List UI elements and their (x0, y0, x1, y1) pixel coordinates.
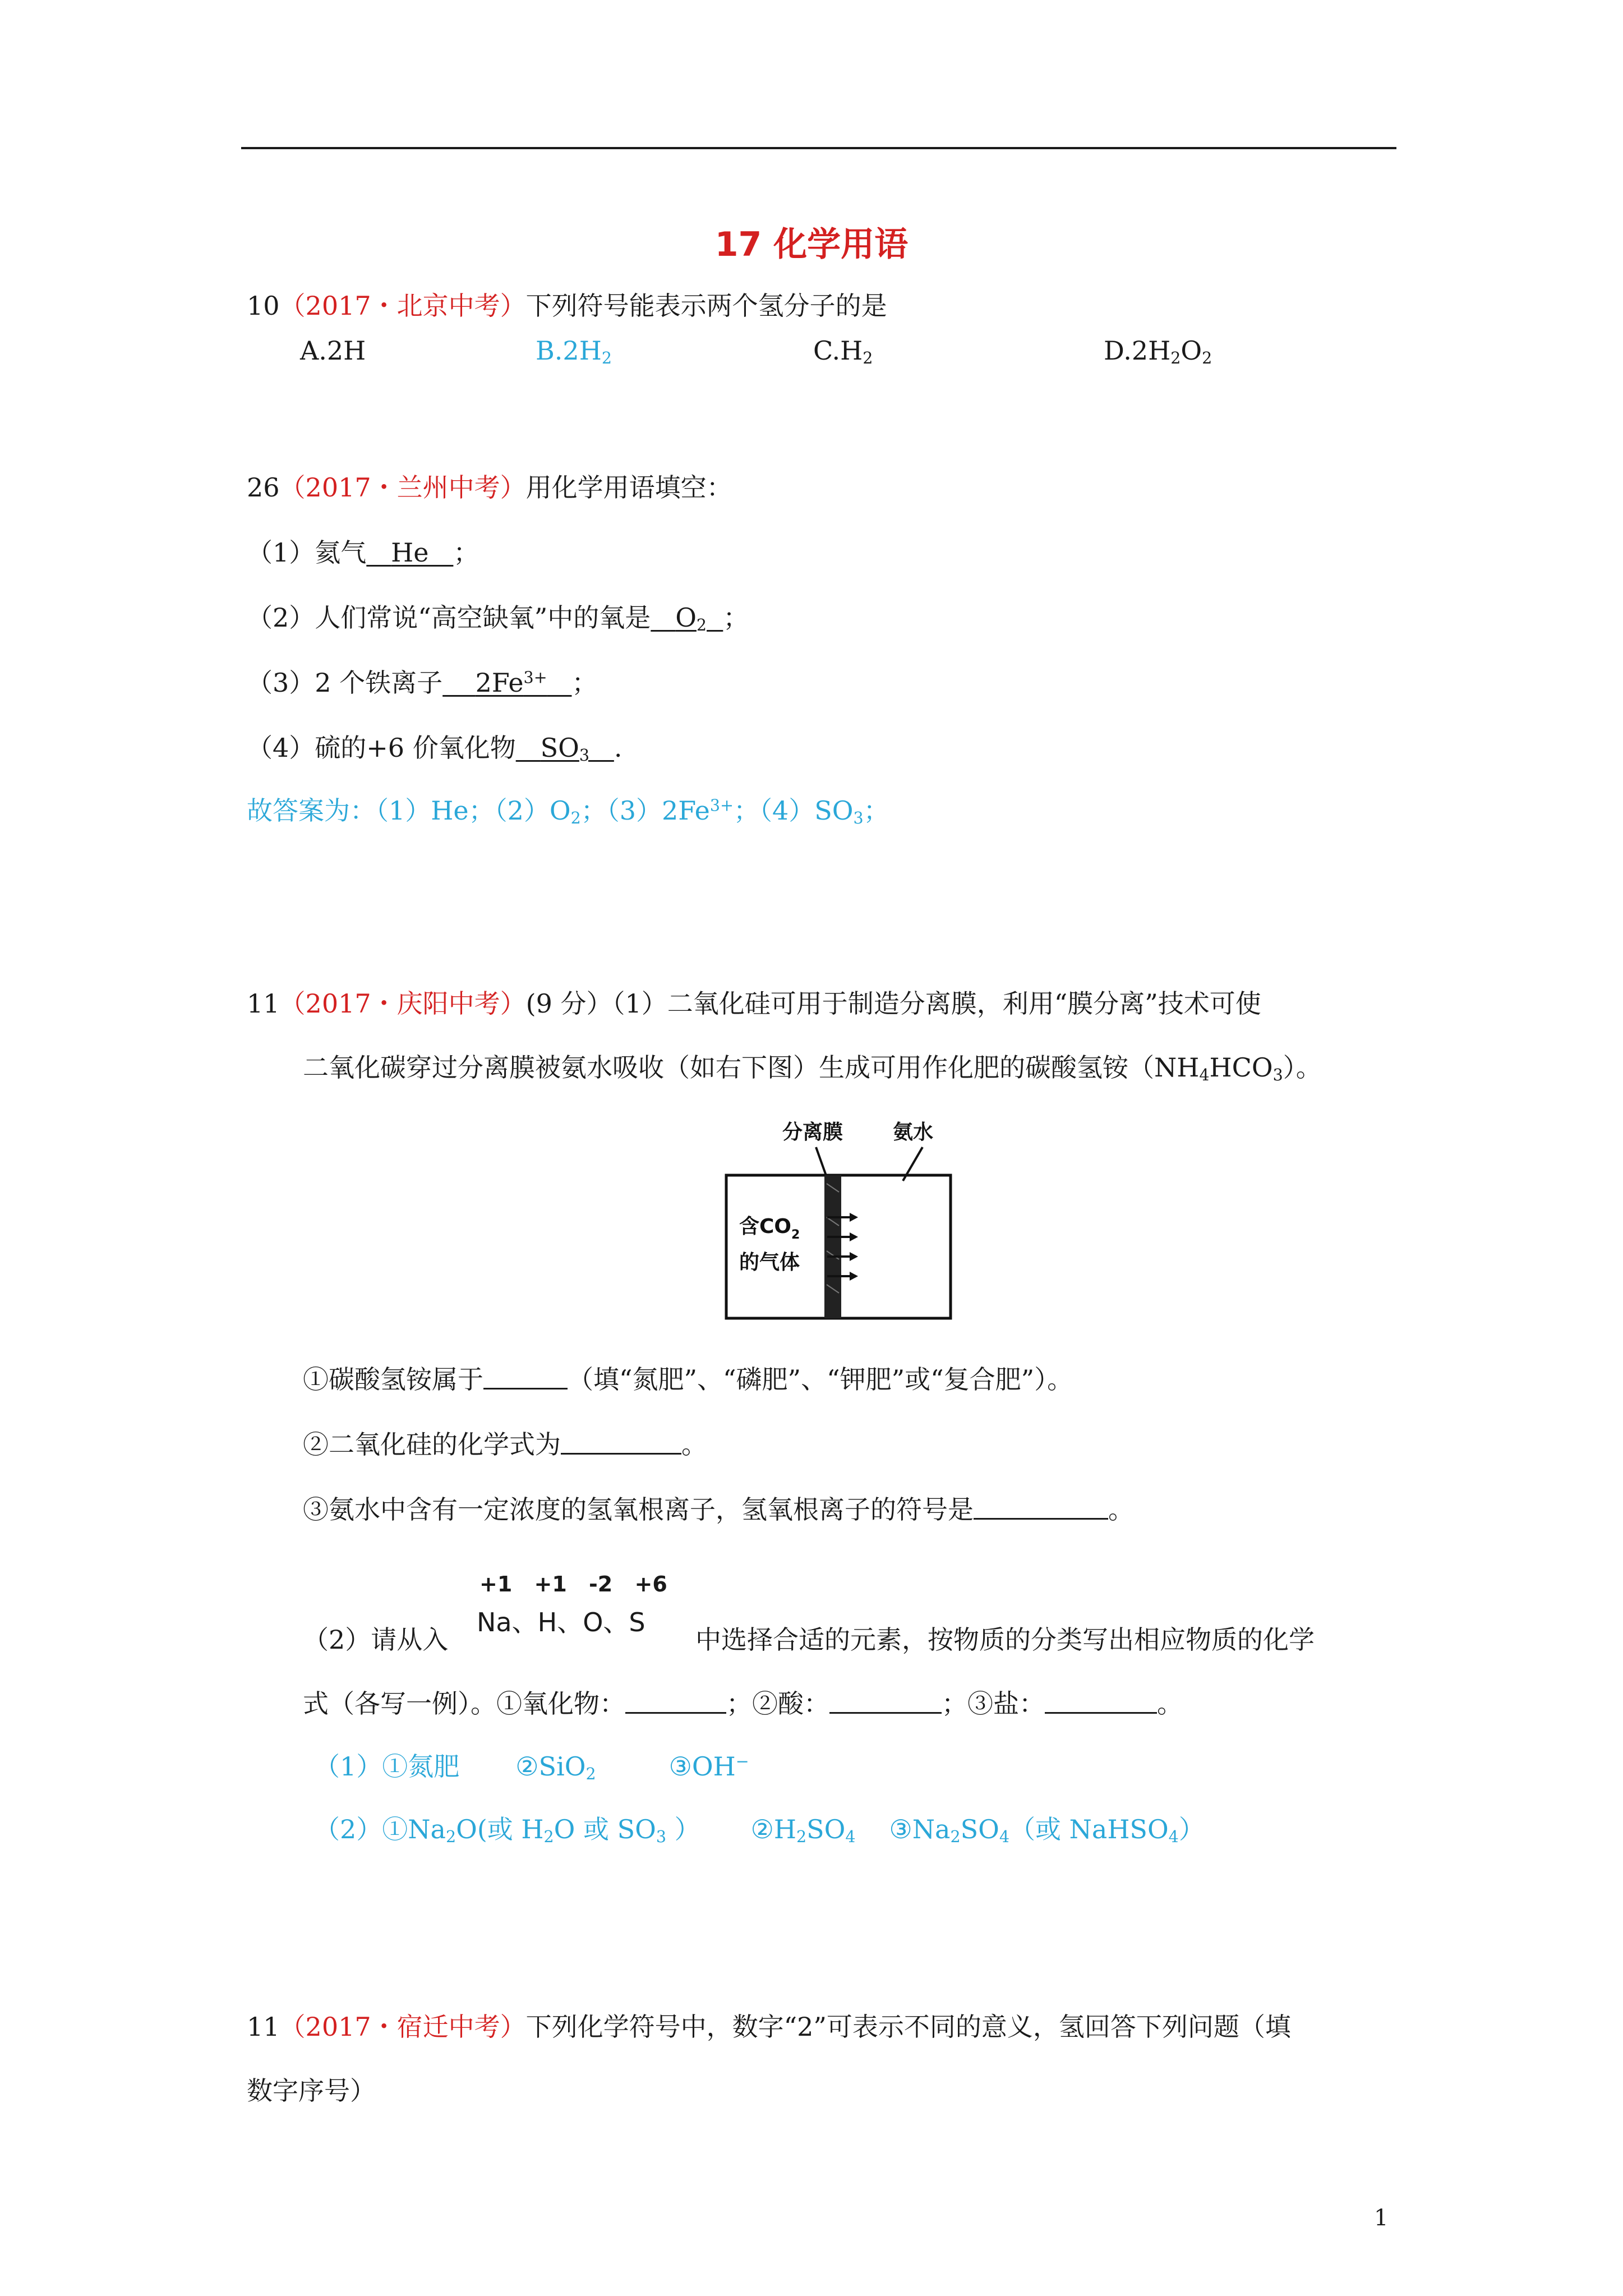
question-11-line2: 二氧化碳穿过分离膜被氨水吸收（如右下图）生成可用作化肥的碳酸氢铵$(NH_4HCO_3)$。 (303, 1052, 1322, 1085)
answer-blank[interactable] (829, 1690, 942, 1714)
answer-fe: $2Fe^{3+}$ (475, 668, 547, 698)
page-number: 1 (1374, 2205, 1389, 2231)
question-number: 11 (247, 2012, 280, 2042)
question-11-suqian-line2: 数字序号） (247, 2076, 376, 2106)
fill-item-2: （2）人们常说“高空缺氧”中的氧是 $O_2$ ； (247, 602, 749, 635)
answer-blank[interactable] (625, 1690, 726, 1714)
part-2-line1-pre: （2）请从入 (303, 1625, 449, 1655)
option-c: $C.H_2$ (813, 335, 873, 368)
question-source: （2017・庆阳中考） (279, 988, 526, 1019)
answer-line-26: 故答案为：（1）He；$(2)O_2$；$(3)2Fe^{3+}$；$(4)SO_3$； (247, 795, 889, 828)
sub-question-1: ①碳酸氢铵属于 （填“氮肥”、“磷肥”、“钾肥”或“复合肥”）。 (303, 1364, 1073, 1395)
header-rule (241, 147, 1396, 149)
ammonia-label: 氨水 (893, 1121, 934, 1144)
answer-blank[interactable] (974, 1496, 1108, 1520)
sub-question-3: ③氨水中含有一定浓度的氢氧根离子，氢氧根离子的符号是 。 (303, 1494, 1134, 1525)
option-d: $D.2H_2O_2$ (1104, 335, 1212, 368)
question-11-suqian (247, 2012, 1291, 2042)
fill-item-4: （4）硫的+6 价氧化物 $SO_3$ . (247, 733, 623, 765)
question-stem: (9 分）（1）二氧化硅可用于制造分离膜，利用“膜分离”技术可使 (525, 988, 1261, 1019)
question-stem: 下列符号能表示两个氢分子的是 (525, 291, 887, 321)
answer-blank[interactable] (1045, 1690, 1157, 1714)
question-stem: 下列化学符号中，数字“2”可表示不同的意义，氢回答下列问题（填 (525, 2012, 1291, 2042)
answer-o2: $O_2$ (675, 602, 707, 635)
membrane-diagram (723, 1116, 965, 1324)
membrane-wall (824, 1175, 841, 1318)
answer-blank[interactable] (561, 1430, 681, 1455)
part-2-line1-post: 中选择合适的元素，按物质的分类写出相应物质的化学 (695, 1625, 1315, 1655)
question-11-qingyang (247, 988, 1261, 1019)
option-b: $B.2H_2$ (536, 335, 612, 368)
element-list: Na、H、O、S (477, 1607, 645, 1637)
answer-line-11-1: （1）①氮肥 ②SiO$_2$ ③OH− (314, 1751, 749, 1784)
answer-blank[interactable] (483, 1365, 568, 1389)
question-source: （2017・宿迁中考） (279, 2012, 526, 2042)
gas-label-line2: 的气体 (739, 1251, 800, 1274)
fill-item-3: （3）2 个铁离子 $2Fe^{3+}$ ； (247, 668, 598, 698)
question-stem: 用化学用语填空： (525, 472, 732, 503)
oxidation-states: +1 +1 -2 +6 (479, 1572, 667, 1596)
fill-item-1: （1）氦气 He ； (247, 537, 479, 568)
question-10 (247, 291, 887, 321)
question-number: 10 (247, 291, 280, 321)
question-source: （2017・兰州中考） (279, 472, 526, 503)
answer-so3: $SO_3$ (540, 733, 589, 765)
question-source: （2017・北京中考） (279, 291, 526, 321)
question-number: 26 (247, 472, 280, 503)
question-26 (247, 472, 732, 503)
page-title: 17 化学用语 (714, 225, 909, 264)
answer-line-11-2: $(2)①Na_2O$(或 $H_2O$ 或 $SO_3$ ） $②H_2SO_4$ $③Na_2SO_4$（或 NaHSO$_4$） (314, 1814, 1205, 1847)
membrane-label: 分离膜 (782, 1121, 843, 1144)
gas-label-line1: 含$CO_2$ (739, 1215, 800, 1242)
part-2-line2: 式（各写一例）。①氧化物： ；②酸： ；③盐： 。 (303, 1688, 1183, 1719)
question-number: 11 (247, 988, 280, 1019)
answer-he: He (391, 537, 429, 568)
option-a: A.2H (300, 335, 366, 366)
sub-question-2: ②二氧化硅的化学式为 。 (303, 1429, 707, 1460)
